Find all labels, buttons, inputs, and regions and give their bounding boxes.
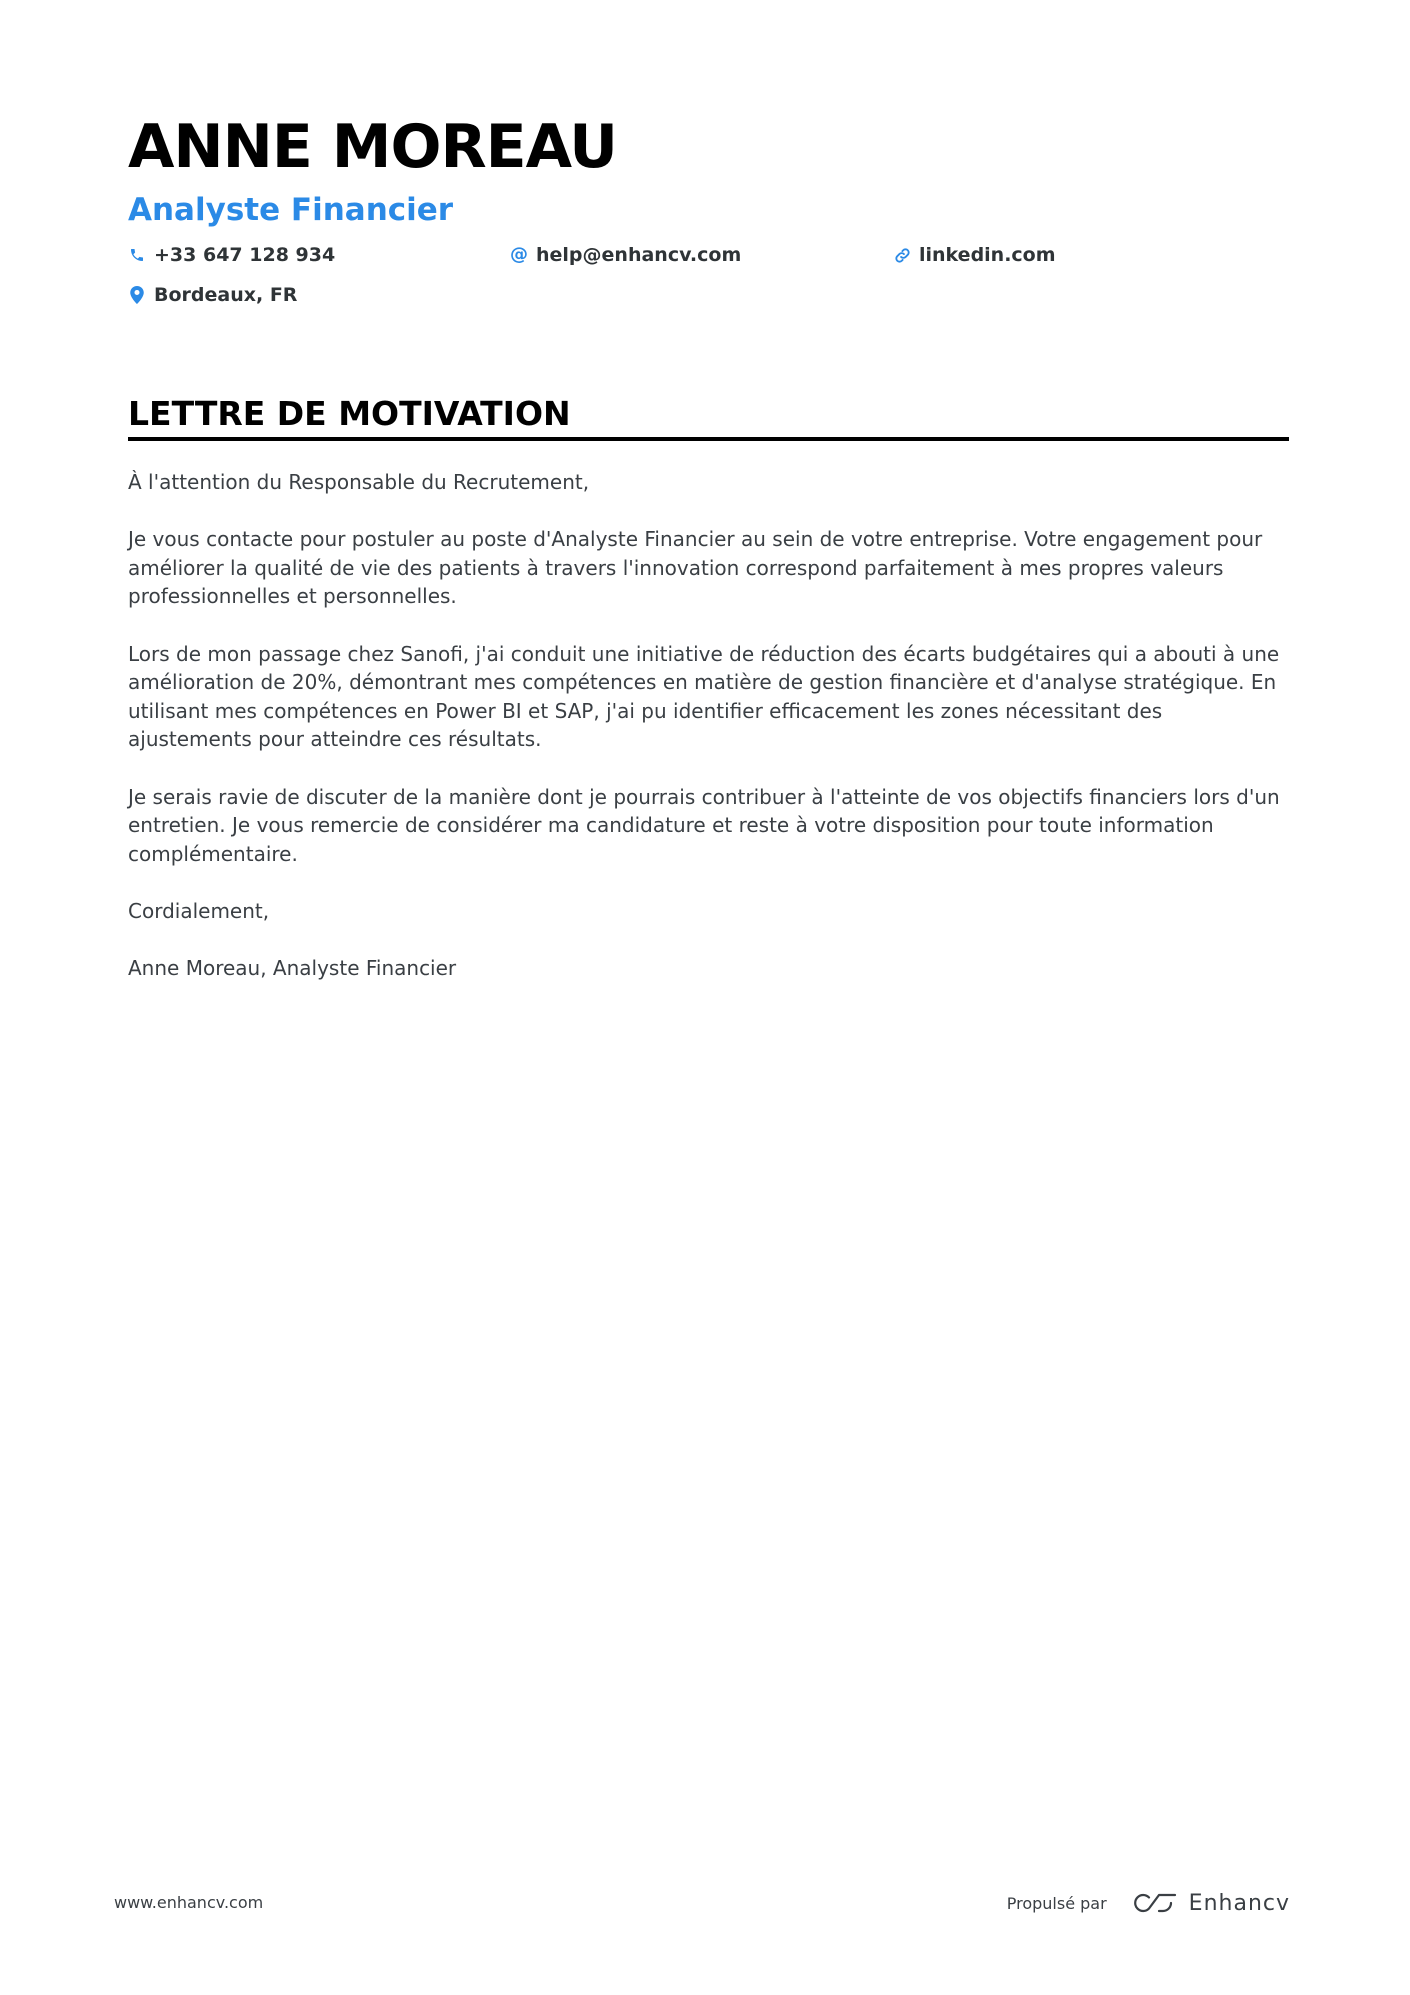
contact-email [510,241,741,269]
contact-location [128,281,297,309]
contact-location-value: Bordeaux, FR [154,284,298,306]
at-icon: @ [510,244,528,265]
footer-branding [1007,1883,1290,1923]
phone-icon [128,246,146,264]
brand-logo[interactable] [1129,1890,1290,1916]
letter-signature: Anne Moreau, Analyste Financier [128,956,457,981]
letter-paragraph: Lors de mon passage chez Sanofi, j'ai conduit une initiative de réduction des écarts budgétaires qui a abouti à une amélioration de 20%, démontrant mes compétences en matière de gestion financière et d'analyse stratégique. En utilisant mes compétences en Power BI et SAP, j'ai pu identifier efficacement les zones nécessitant des ajustements pour atteindre ces résultats. [128,641,1280,752]
location-pin-icon [128,286,146,304]
letter-paragraph: Je serais ravie de discuter de la manière dont je pourrais contribuer à l'atteinte de vos objectifs financiers lors d'un entretien. Je vous remercie de considérer ma candidature et reste à votre disposition pour toute information complémentaire. [128,784,1280,866]
link-icon [893,246,911,264]
footer-website[interactable]: www.enhancv.com [114,1893,264,1912]
letter-closing: Cordialement, [128,898,270,923]
section-title: LETTRE DE MOTIVATION [128,394,571,433]
contact-website [893,241,1056,269]
contact-phone [128,241,335,269]
powered-by-label: Propulsé par [1006,1893,1107,1913]
letter-salutation: À l'attention du Responsable du Recrutement, [128,470,590,494]
contact-phone-value: +33 647 128 934 [154,244,336,266]
letter-paragraph: Je vous contacte pour postuler au poste d'Analyste Financier au sein de votre entreprise. Votre engagement pour améliorer la qualité de vie des patients à travers l'innovation correspond parfaitement à mes propres valeurs professionnelles et personnelles. [128,527,1263,609]
letter-body [128,468,1288,1011]
candidate-title: Analyste Financier [128,192,454,228]
contact-email-value[interactable]: help@enhancv.com [536,244,742,266]
section-divider [128,437,1289,441]
contact-website-value[interactable]: linkedin.com [919,244,1056,266]
candidate-name: ANNE MOREAU [128,112,617,182]
enhancv-logo-icon [1129,1890,1177,1916]
brand-name: Enhancv [1188,1890,1290,1916]
